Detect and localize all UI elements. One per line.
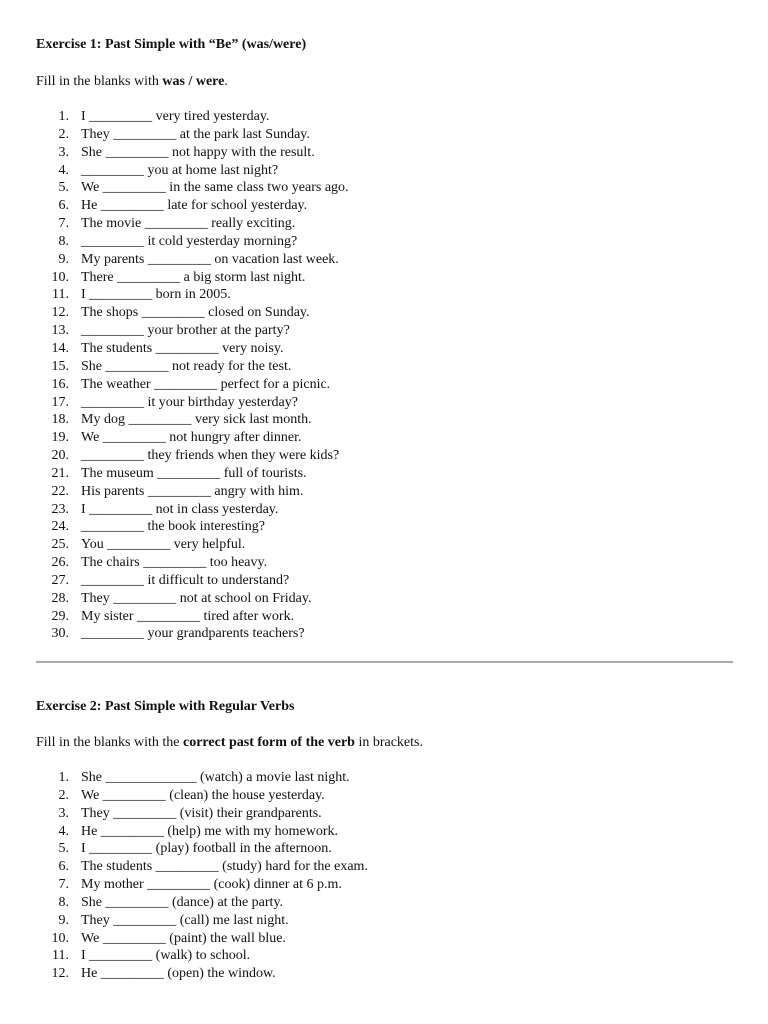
item-sentence: I _________ (play) football in the afternoon.: [81, 841, 332, 857]
item-number: 25.: [51, 537, 69, 553]
item-sentence: The movie _________ really exciting.: [81, 216, 296, 232]
item-sentence: The shops _________ closed on Sunday.: [81, 305, 310, 321]
item-number: 4.: [58, 162, 69, 178]
exercise-1-instruction-text: Fill in the blanks with: [36, 74, 163, 89]
item-number: 30.: [51, 626, 69, 642]
item-sentence: _________ your grandparents teachers?: [81, 626, 305, 642]
item-sentence: I _________ born in 2005.: [81, 287, 231, 303]
item-number: 26.: [51, 555, 69, 571]
item-number: 29.: [51, 608, 69, 624]
item-sentence: They _________ (call) me last night.: [81, 912, 289, 928]
item-sentence: She _________ not happy with the result.: [81, 144, 315, 160]
section-divider: [36, 661, 733, 663]
item-sentence: My sister _________ tired after work.: [81, 608, 295, 624]
item-number: 15.: [51, 358, 69, 374]
item-number: 1.: [58, 109, 69, 124]
item-number: 17.: [51, 394, 69, 410]
exercise-2-instruction-text: Fill in the blanks with the: [36, 735, 183, 750]
item-number: 24.: [51, 519, 69, 535]
item-number: 3.: [58, 805, 69, 821]
item-sentence: _________ it difficult to understand?: [81, 572, 290, 588]
item-number: 18.: [51, 412, 69, 428]
item-number: 7.: [58, 877, 69, 893]
item-sentence: She _________ not ready for the test.: [81, 358, 292, 374]
item-number: 10.: [51, 930, 69, 946]
item-sentence: I _________ very tired yesterday.: [81, 109, 270, 124]
item-sentence: His parents _________ angry with him.: [81, 483, 304, 499]
item-sentence: The students _________ (study) hard for the exam.: [81, 859, 368, 875]
exercise-1-instruction-end: .: [224, 74, 228, 89]
item-sentence: She _____________ (watch) a movie last night.: [81, 770, 350, 785]
item-number: 22.: [51, 483, 69, 499]
item-number: 14.: [51, 340, 69, 356]
item-number: 8.: [58, 233, 69, 249]
item-sentence: They _________ not at school on Friday.: [81, 590, 312, 606]
exercise-1-instruction-emphasis: was / were: [162, 74, 225, 89]
exercise-1-instructions: [36, 74, 228, 90]
item-sentence: _________ it your birthday yesterday?: [81, 394, 298, 410]
item-sentence: The chairs _________ too heavy.: [81, 555, 268, 571]
item-sentence: We _________ (clean) the house yesterday.: [81, 787, 325, 803]
item-number: 4.: [58, 823, 69, 839]
item-number: 6.: [58, 198, 69, 214]
exercise-2-title: Exercise 2: Past Simple with Regular Verbs: [36, 699, 295, 714]
item-sentence: The museum _________ full of tourists.: [81, 465, 307, 481]
item-sentence: My parents _________ on vacation last week.: [81, 251, 339, 267]
item-sentence: I _________ (walk) to school.: [81, 948, 251, 964]
item-sentence: He _________ (open) the window.: [81, 966, 276, 982]
item-number: 20.: [51, 448, 69, 464]
item-number: 19.: [51, 430, 69, 446]
exercise-2-instruction-end: in brackets.: [354, 735, 423, 750]
item-sentence: _________ it cold yesterday morning?: [81, 233, 298, 249]
item-number: 16.: [51, 376, 69, 392]
item-sentence: They _________ at the park last Sunday.: [81, 126, 310, 142]
item-number: 11.: [52, 948, 69, 964]
item-number: 12.: [51, 966, 69, 982]
item-sentence: My dog _________ very sick last month.: [81, 412, 312, 428]
item-number: 27.: [51, 572, 69, 588]
exercise-1-title: Exercise 1: Past Simple with “Be” (was/were): [36, 37, 307, 52]
item-sentence: The students _________ very noisy.: [81, 340, 284, 356]
item-number: 13.: [51, 323, 69, 339]
item-sentence: _________ the book interesting?: [81, 519, 265, 535]
item-number: 5.: [58, 841, 69, 857]
item-sentence: _________ you at home last night?: [81, 162, 279, 178]
item-number: 9.: [58, 912, 69, 928]
item-number: 12.: [51, 305, 69, 321]
item-sentence: He _________ late for school yesterday.: [81, 198, 308, 214]
item-number: 2.: [58, 787, 69, 803]
item-number: 23.: [51, 501, 69, 517]
item-number: 5.: [58, 180, 69, 196]
item-sentence: We _________ (paint) the wall blue.: [81, 930, 286, 946]
item-sentence: We _________ not hungry after dinner.: [81, 430, 302, 446]
item-sentence: We _________ in the same class two years ago.: [81, 180, 349, 196]
item-number: 2.: [58, 126, 69, 142]
item-sentence: There _________ a big storm last night.: [81, 269, 306, 285]
item-number: 28.: [51, 590, 69, 606]
item-number: 9.: [58, 251, 69, 267]
item-number: 10.: [51, 269, 69, 285]
item-sentence: He _________ (help) me with my homework.: [81, 823, 339, 839]
item-sentence: _________ they friends when they were kids?: [81, 448, 340, 464]
item-sentence: I _________ not in class yesterday.: [81, 501, 279, 517]
item-number: 3.: [58, 144, 69, 160]
exercise-2-instructions: [36, 735, 423, 751]
item-sentence: _________ your brother at the party?: [81, 323, 290, 339]
item-sentence: They _________ (visit) their grandparents.: [81, 805, 322, 821]
item-sentence: You _________ very helpful.: [81, 537, 246, 553]
item-sentence: The weather _________ perfect for a picnic.: [81, 376, 331, 392]
item-number: 6.: [58, 859, 69, 875]
item-sentence: My mother _________ (cook) dinner at 6 p.m.: [81, 877, 342, 893]
item-number: 21.: [51, 465, 69, 481]
item-number: 11.: [52, 287, 69, 303]
item-sentence: She _________ (dance) at the party.: [81, 894, 284, 910]
item-number: 8.: [58, 894, 69, 910]
exercise-2-instruction-emphasis: correct past form of the verb: [183, 735, 355, 750]
item-number: 1.: [58, 770, 69, 785]
item-number: 7.: [58, 216, 69, 232]
